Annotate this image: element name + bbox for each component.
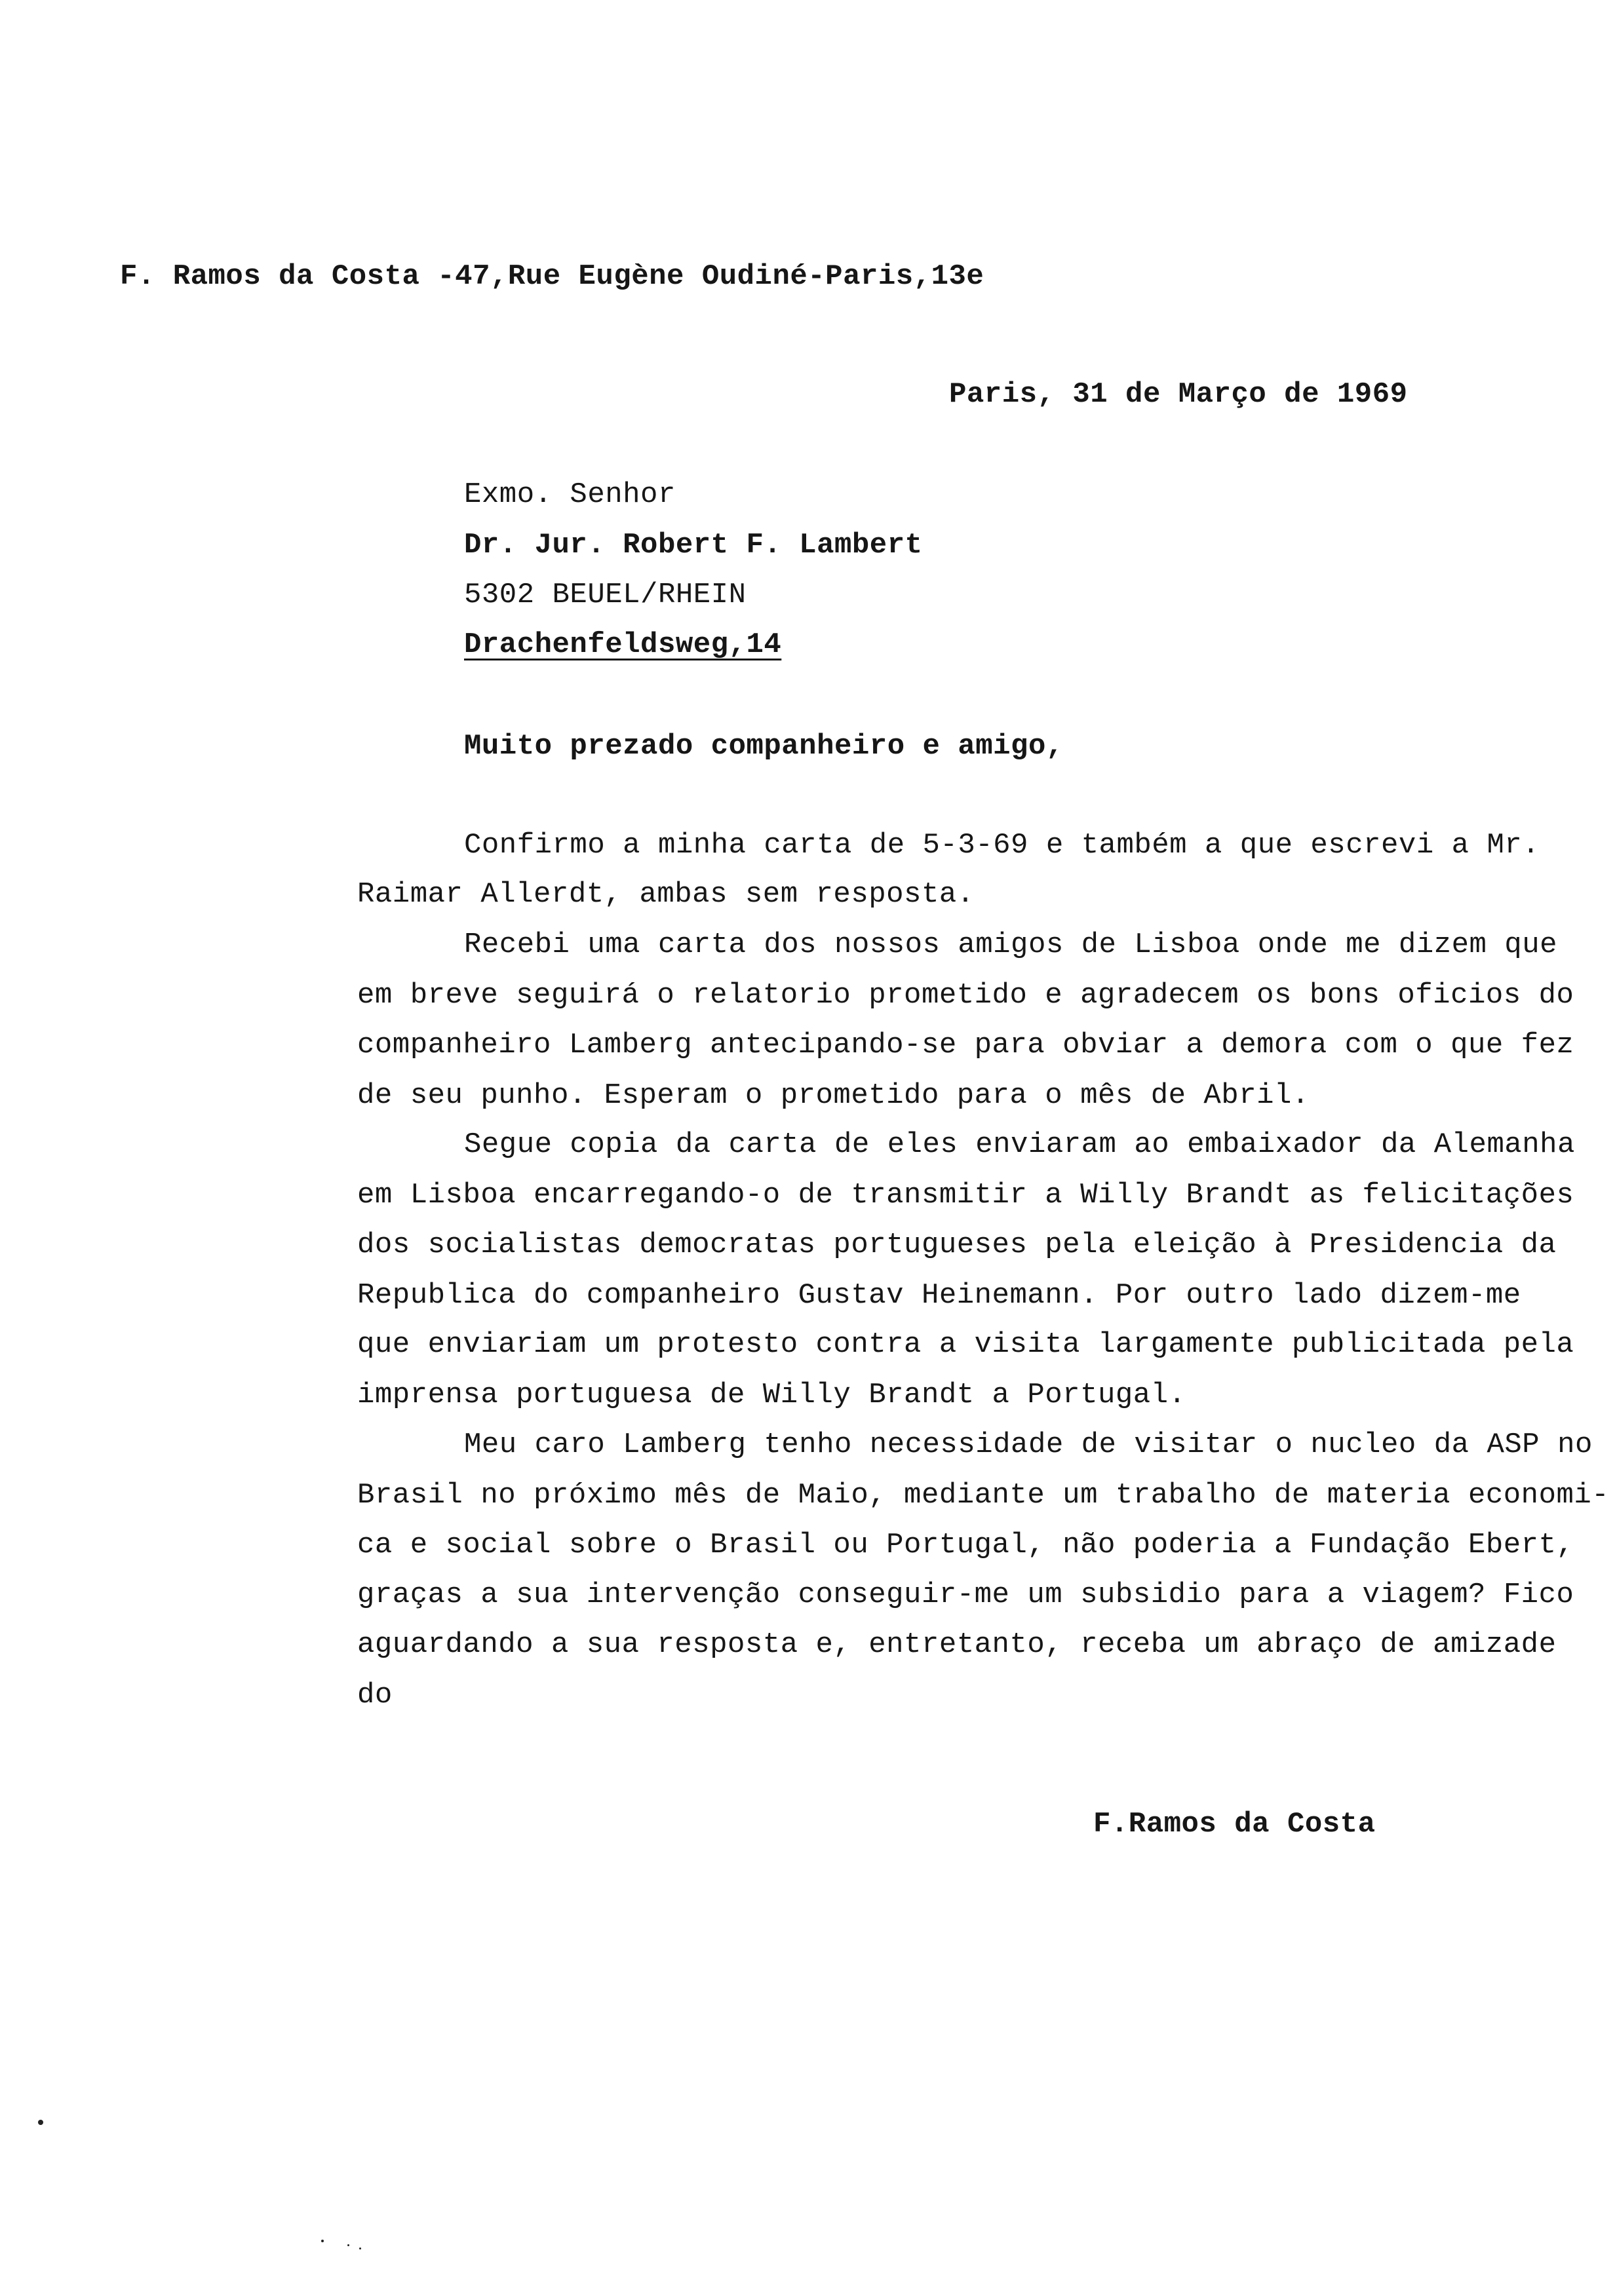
body-line: que enviariam um protesto contra a visita largamente publicitada pela	[357, 1328, 1574, 1361]
signature: F.Ramos da Costa	[1093, 1808, 1376, 1841]
body-line: em breve seguirá o relatorio prometido e agradecem os bons oficios do	[357, 979, 1574, 1012]
recipient-title: Exmo. Senhor	[464, 478, 676, 511]
body-line: Raimar Allerdt, ambas sem resposta.	[357, 878, 975, 911]
body-line: em Lisboa encarregando-o de transmitir a Willy Brandt as felicitações	[357, 1179, 1574, 1212]
date-line: Paris, 31 de Março de 1969	[949, 378, 1408, 411]
body-line: Republica do companheiro Gustav Heinemann. Por outro lado dizem-me	[357, 1279, 1521, 1312]
body-line: Confirmo a minha carta de 5-3-69 e também a que escrevi a Mr.	[464, 829, 1540, 862]
scan-speck	[347, 2244, 349, 2246]
body-line: graças a sua intervenção conseguir-me um subsidio para a viagem? Fico	[357, 1578, 1574, 1611]
body-line: do	[357, 1679, 393, 1712]
body-line: dos socialistas democratas portugueses pela eleição à Presidencia da	[357, 1229, 1557, 1261]
body-line: Recebi uma carta dos nossos amigos de Lisboa onde me dizem que	[464, 928, 1558, 961]
scan-speck	[38, 2120, 43, 2125]
body-line: de seu punho. Esperam o prometido para o mês de Abril.	[357, 1079, 1310, 1112]
scan-speck	[359, 2248, 361, 2249]
body-line: aguardando a sua resposta e, entretanto, receba um abraço de amizade	[357, 1628, 1557, 1661]
salutation: Muito prezado companheiro e amigo,	[464, 730, 1064, 763]
recipient-street: Drachenfeldsweg,14	[464, 628, 782, 661]
recipient-name: Dr. Jur. Robert F. Lambert	[464, 529, 923, 562]
scan-speck	[321, 2240, 324, 2242]
recipient-city: 5302 BEUEL/RHEIN	[464, 579, 747, 611]
body-line: ca e social sobre o Brasil ou Portugal, não poderia a Fundação Ebert,	[357, 1529, 1574, 1561]
body-line: imprensa portuguesa de Willy Brandt a Portugal.	[357, 1379, 1186, 1411]
body-line: companheiro Lamberg antecipando-se para obviar a demora com o que fez	[357, 1029, 1574, 1062]
body-line: Brasil no próximo mês de Maio, mediante um trabalho de materia economi-	[357, 1479, 1610, 1512]
body-line: Meu caro Lamberg tenho necessidade de visitar o nucleo da ASP no	[464, 1428, 1593, 1461]
body-line: Segue copia da carta de eles enviaram ao embaixador da Alemanha	[464, 1128, 1575, 1161]
sender-address: F. Ramos da Costa -47,Rue Eugène Oudiné-Paris,13e	[120, 260, 984, 293]
